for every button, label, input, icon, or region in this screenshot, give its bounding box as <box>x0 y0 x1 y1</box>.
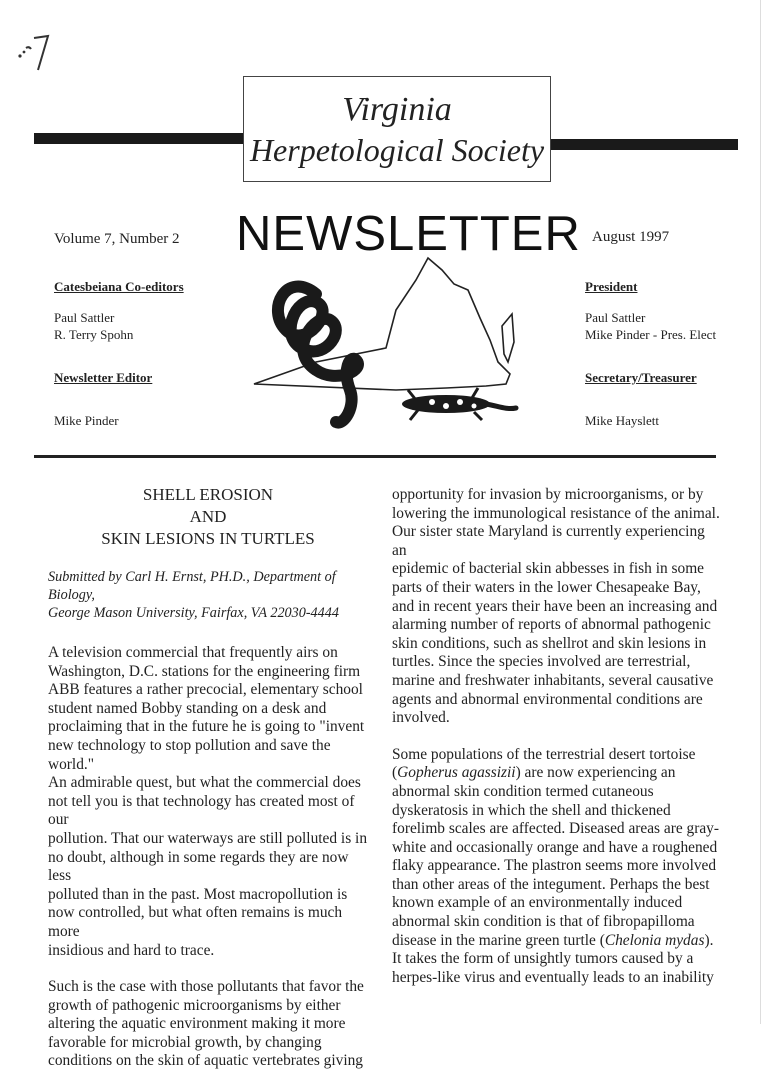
article-title-line: SHELL EROSION <box>142 485 274 504</box>
society-title-line2: Herpetological Society <box>249 132 545 168</box>
masthead-rule-right <box>548 139 738 150</box>
staff-name: Mike Pinder <box>54 413 119 428</box>
text-line: involved. <box>392 709 450 727</box>
text-line: white and occasionally orange and have a roughened <box>392 838 718 856</box>
snake-icon <box>278 287 358 423</box>
text-line: known example of an environmentally induced <box>392 894 683 912</box>
text-line: forelimb scales are affected. Diseased areas are gray- <box>392 820 720 838</box>
newsletter-heading: NEWSLETTER <box>236 207 581 261</box>
text-line: opportunity for invasion by microorganisms, or by <box>392 486 704 503</box>
text-line: epidemic of bacterial skin abbesses in fish in some <box>392 560 705 578</box>
text-line: A television commercial that frequently airs on <box>48 644 338 661</box>
text-line: now controlled, but what often remains is much more <box>48 904 343 940</box>
staff-name: R. Terry Spohn <box>54 327 134 342</box>
text-line: growth of pathogenic microorganisms by either <box>48 996 341 1014</box>
delmarva-peninsula-outline <box>502 314 514 362</box>
text-line: altering the aquatic environment making it more <box>48 1015 346 1033</box>
text-line: favorable for microbial growth, by changing <box>48 1033 322 1051</box>
text-fragment: disease in the marine green turtle ( <box>392 931 605 949</box>
text-line: proclaiming that in the future he is going to "invent <box>48 718 365 736</box>
paragraph <box>392 486 720 728</box>
text-line: pollution. That our waterways are still polluted is in <box>48 829 368 847</box>
text-line: Washington, D.C. stations for the engineering firm <box>48 662 361 680</box>
staff-heading-secretary-treasurer: Secretary/Treasurer <box>585 370 697 385</box>
article-title <box>48 484 368 550</box>
text-line: marine and freshwater inhabitants, several causative <box>392 671 714 689</box>
staff-heading-president: President <box>585 279 638 294</box>
article-title-line: AND <box>189 507 227 526</box>
text-line: agents and abnormal environmental conditions are <box>392 690 703 708</box>
text-line: than other areas of the integument. Perhaps the best <box>392 875 710 893</box>
paragraph <box>48 644 368 960</box>
salamander-icon <box>402 388 516 420</box>
article-byline <box>48 568 368 622</box>
text-line: no doubt, although in some regards they are now less <box>48 848 349 885</box>
text-line <box>392 764 720 783</box>
text-line: abnormal skin condition termed cutaneous <box>392 782 654 800</box>
masthead-rule-left <box>34 133 246 144</box>
issue-date: August 1997 <box>592 229 670 245</box>
society-title-line1: Virginia <box>342 91 452 128</box>
text-line: new technology to stop pollution and save the world." <box>48 736 331 773</box>
text-fragment: ). <box>704 931 714 949</box>
paragraph <box>392 746 720 988</box>
text-line: turtles. Since the species involved are terrestrial, <box>392 653 691 671</box>
text-line <box>392 932 720 951</box>
species-name: Chelonia mydas <box>604 931 705 949</box>
text-fragment: ( <box>392 764 398 782</box>
corner-pen-mark <box>14 30 64 80</box>
article-column-2 <box>392 486 720 987</box>
staff-name: Mike Pinder - Pres. Elect <box>585 327 717 342</box>
text-fragment: ) are now experiencing an <box>515 764 676 782</box>
text-line: insidious and hard to trace. <box>48 941 215 959</box>
text-line: flaky appearance. The plastron seems more involved <box>392 857 717 875</box>
text-line: student named Bobby standing on a desk and <box>48 699 327 717</box>
volume-number: Volume 7, Number 2 <box>54 231 180 247</box>
staff-heading-coeditors: Catesbeiana Co-editors <box>54 279 184 294</box>
page-edge-shadow <box>760 0 761 1024</box>
text-line: alarming number of reports of abnormal pathogenic <box>392 616 711 634</box>
text-line: polluted than in the past. Most macropollution is <box>48 885 348 903</box>
text-line: skin conditions, such as shellrot and skin lesions in <box>392 634 707 652</box>
species-name: Gopherus agassizii <box>397 764 516 782</box>
text-line: lowering the immunological resistance of the animal. <box>392 504 720 522</box>
staff-name: Paul Sattler <box>54 310 115 325</box>
text-line: and in recent years their have been an increasing and <box>392 597 718 615</box>
text-line: An admirable quest, but what the commercial does <box>48 774 361 792</box>
text-line: abnormal skin condition is that of fibropapilloma <box>392 913 695 931</box>
text-line: Some populations of the terrestrial desert tortoise <box>392 745 696 763</box>
text-line: Our sister state Maryland is currently experiencing an <box>392 523 705 559</box>
header-divider <box>34 455 716 458</box>
text-line: It takes the form of unsightly tumors caused by a <box>392 950 694 968</box>
text-line: parts of their waters in the lower Chesapeake Bay, <box>392 578 701 596</box>
text-line: not tell you is that technology has created most of our <box>48 792 355 829</box>
text-line: Such is the case with those pollutants that favor the <box>48 978 364 996</box>
society-logo <box>246 250 536 440</box>
text-line: herpes-like virus and eventually leads to an inability <box>392 968 714 986</box>
staff-name: Mike Hayslett <box>585 413 660 428</box>
society-title-box <box>243 76 551 182</box>
staff-heading-newsletter-editor: Newsletter Editor <box>54 370 153 385</box>
text-line: conditions on the skin of aquatic vertebrates giving <box>48 1052 364 1070</box>
paragraph <box>48 978 368 1071</box>
article-title-line: SKIN LESIONS IN TURTLES <box>101 529 315 548</box>
text-line: dyskeratosis in which the shell and thickened <box>392 801 671 819</box>
text-line: ABB features a rather precocial, elementary school <box>48 681 363 699</box>
byline-line: George Mason University, Fairfax, VA 22030-4444 <box>48 605 339 621</box>
byline-line: Submitted by Carl H. Ernst, PH.D., Department of Biology, <box>48 569 336 603</box>
article-column-1 <box>48 484 368 1071</box>
staff-name: Paul Sattler <box>585 310 646 325</box>
